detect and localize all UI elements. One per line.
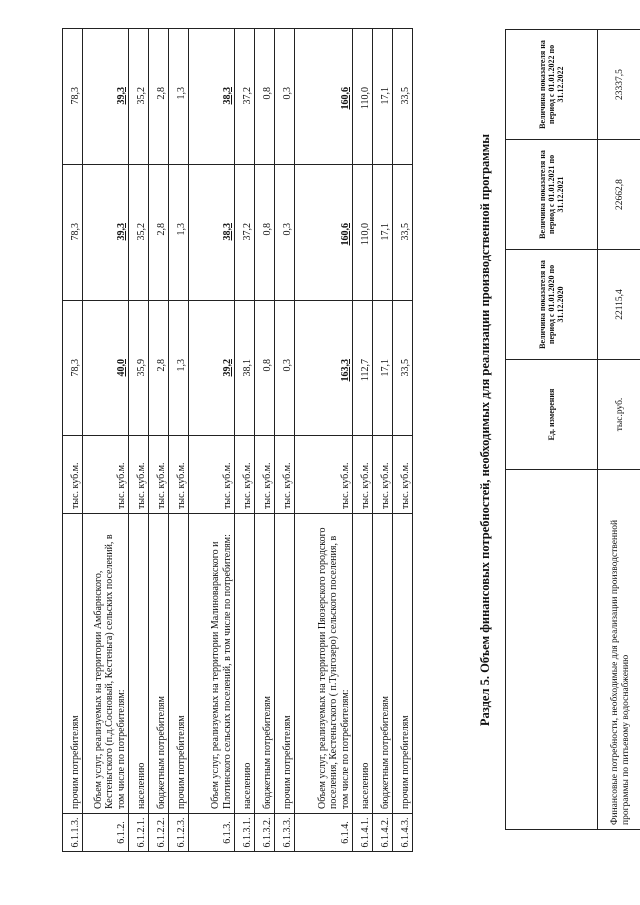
row-name: Объем услуг, реализуемых на территории Малиноваракского и Плотинского сельских поселений, в том числе по потребителям: xyxy=(189,514,235,814)
financial-row-unit: тыс.руб. xyxy=(598,360,640,470)
row-code: 6.1.4.3. xyxy=(393,814,413,852)
row-value-2022: 38,3 xyxy=(189,29,235,165)
row-name: Объем услуг, реализуемых на территории Амбарнского, Кестеньгского (п.д.Сосновый, Кестеньга) сельских поселений, в том числе по потребителям: xyxy=(83,514,129,814)
row-name: бюджетным потребителям xyxy=(255,514,275,814)
row-value-2020: 39,2 xyxy=(189,301,235,436)
row-value-2021: 0,8 xyxy=(255,165,275,301)
row-value-2020: 1,3 xyxy=(169,301,189,436)
financial-table-rotated xyxy=(505,30,640,830)
row-value-2020: 40,0 xyxy=(83,301,129,436)
row-value-2021: 39,3 xyxy=(83,165,129,301)
row-value-2022: 160,6 xyxy=(295,29,353,165)
row-code: 6.1.4.1. xyxy=(353,814,373,852)
row-value-2020: 112,7 xyxy=(353,301,373,436)
row-unit: тыс. куб.м. xyxy=(353,436,373,514)
row-value-2022: 0,3 xyxy=(275,29,295,165)
row-value-2020: 33,5 xyxy=(393,301,413,436)
table-row xyxy=(353,29,373,852)
row-code: 6.1.4.2. xyxy=(373,814,393,852)
row-value-2022: 35,2 xyxy=(129,29,149,165)
row-unit: тыс. куб.м. xyxy=(149,436,169,514)
table-row xyxy=(235,29,255,852)
row-value-2021: 17,1 xyxy=(373,165,393,301)
row-value-2022: 33,5 xyxy=(393,29,413,165)
row-name: прочим потребителям xyxy=(275,514,295,814)
table-row xyxy=(149,29,169,852)
header-blank xyxy=(506,470,598,830)
row-code: 6.1.3.3. xyxy=(275,814,295,852)
row-value-2022: 2,8 xyxy=(149,29,169,165)
table-row xyxy=(169,29,189,852)
table-row xyxy=(189,29,235,852)
row-unit: тыс. куб.м. xyxy=(63,436,83,514)
row-value-2020: 35,9 xyxy=(129,301,149,436)
table-row xyxy=(83,29,129,852)
row-code: 6.1.2.1. xyxy=(129,814,149,852)
row-value-2022: 0,8 xyxy=(255,29,275,165)
consumption-table-body xyxy=(63,29,413,852)
financial-row-2022: 23337,5 xyxy=(598,30,640,140)
row-value-2022: 78,3 xyxy=(63,29,83,165)
row-name: населению xyxy=(235,514,255,814)
financial-row-name: Финансовые потребности, необходимые для реализации производственной программы по питьевому водоснабжению xyxy=(598,470,640,830)
row-code: 6.1.3. xyxy=(189,814,235,852)
row-value-2022: 37,2 xyxy=(235,29,255,165)
row-value-2021: 160,6 xyxy=(295,165,353,301)
row-value-2021: 37,2 xyxy=(235,165,255,301)
row-value-2021: 2,8 xyxy=(149,165,169,301)
row-name: населению xyxy=(353,514,373,814)
row-value-2021: 0,3 xyxy=(275,165,295,301)
financial-data-row xyxy=(598,30,640,830)
row-code: 6.1.2.2. xyxy=(149,814,169,852)
row-value-2020: 17,1 xyxy=(373,301,393,436)
consumption-table xyxy=(62,28,413,852)
row-value-2020: 0,3 xyxy=(275,301,295,436)
table-row xyxy=(255,29,275,852)
table-row xyxy=(373,29,393,852)
table-row xyxy=(129,29,149,852)
row-code: 6.1.3.1. xyxy=(235,814,255,852)
row-code: 6.1.3.2. xyxy=(255,814,275,852)
row-value-2021: 33,5 xyxy=(393,165,413,301)
row-unit: тыс. куб.м. xyxy=(235,436,255,514)
row-value-2022: 39,3 xyxy=(83,29,129,165)
consumption-table-rotated xyxy=(62,29,413,852)
row-value-2021: 110,0 xyxy=(353,165,373,301)
row-unit: тыс. куб.м. xyxy=(295,436,353,514)
row-code: 6.1.2.3. xyxy=(169,814,189,852)
row-name: прочим потребителям xyxy=(393,514,413,814)
table-row xyxy=(295,29,353,852)
table-row xyxy=(393,29,413,852)
row-name: Объем услуг, реализуемых на территории Пяозерского городского поселения, Кестеньгского ( п.Тунгозеро) сельского поселения, в том числе по потребителям: xyxy=(295,514,353,814)
header-2022: Величина показателя на период с 01.01.2022 по 31.12.2022 xyxy=(506,30,598,140)
row-value-2020: 78,3 xyxy=(63,301,83,436)
row-value-2020: 2,8 xyxy=(149,301,169,436)
row-unit: тыс. куб.м. xyxy=(189,436,235,514)
financial-header-row xyxy=(506,30,598,830)
row-name: прочим потребителям xyxy=(63,514,83,814)
row-value-2022: 17,1 xyxy=(373,29,393,165)
row-value-2020: 163,3 xyxy=(295,301,353,436)
row-code: 6.1.2. xyxy=(83,814,129,852)
row-name: населению xyxy=(129,514,149,814)
table-row xyxy=(63,29,83,852)
row-name: прочим потребителям xyxy=(169,514,189,814)
row-unit: тыс. куб.м. xyxy=(83,436,129,514)
financial-row-2021: 22662,8 xyxy=(598,140,640,250)
financial-row-2020: 22115,4 xyxy=(598,250,640,360)
row-value-2020: 0,8 xyxy=(255,301,275,436)
row-value-2021: 1,3 xyxy=(169,165,189,301)
row-code: 6.1.4. xyxy=(295,814,353,852)
row-name: бюджетным потребителям xyxy=(149,514,169,814)
row-unit: тыс. куб.м. xyxy=(169,436,189,514)
header-2020: Величина показателя на период с 01.01.2020 по 31.12.2020 xyxy=(506,250,598,360)
row-unit: тыс. куб.м. xyxy=(275,436,295,514)
header-2021: Величина показателя на период с 01.01.2021 по 31.12.2021 xyxy=(506,140,598,250)
section-5-title: Раздел 5. Объем финансовых потребностей, необходимых для реализации производственной программы xyxy=(478,133,492,727)
row-value-2020: 38,1 xyxy=(235,301,255,436)
row-value-2021: 78,3 xyxy=(63,165,83,301)
row-name: бюджетным потребителям xyxy=(373,514,393,814)
header-unit: Ед. измерения xyxy=(506,360,598,470)
row-code: 6.1.1.3. xyxy=(63,814,83,852)
row-value-2022: 1,3 xyxy=(169,29,189,165)
financial-table xyxy=(505,29,640,830)
row-unit: тыс. куб.м. xyxy=(255,436,275,514)
row-value-2021: 35,2 xyxy=(129,165,149,301)
row-unit: тыс. куб.м. xyxy=(373,436,393,514)
table-row xyxy=(275,29,295,852)
row-value-2022: 110,0 xyxy=(353,29,373,165)
row-value-2021: 38,3 xyxy=(189,165,235,301)
row-unit: тыс. куб.м. xyxy=(393,436,413,514)
row-unit: тыс. куб.м. xyxy=(129,436,149,514)
